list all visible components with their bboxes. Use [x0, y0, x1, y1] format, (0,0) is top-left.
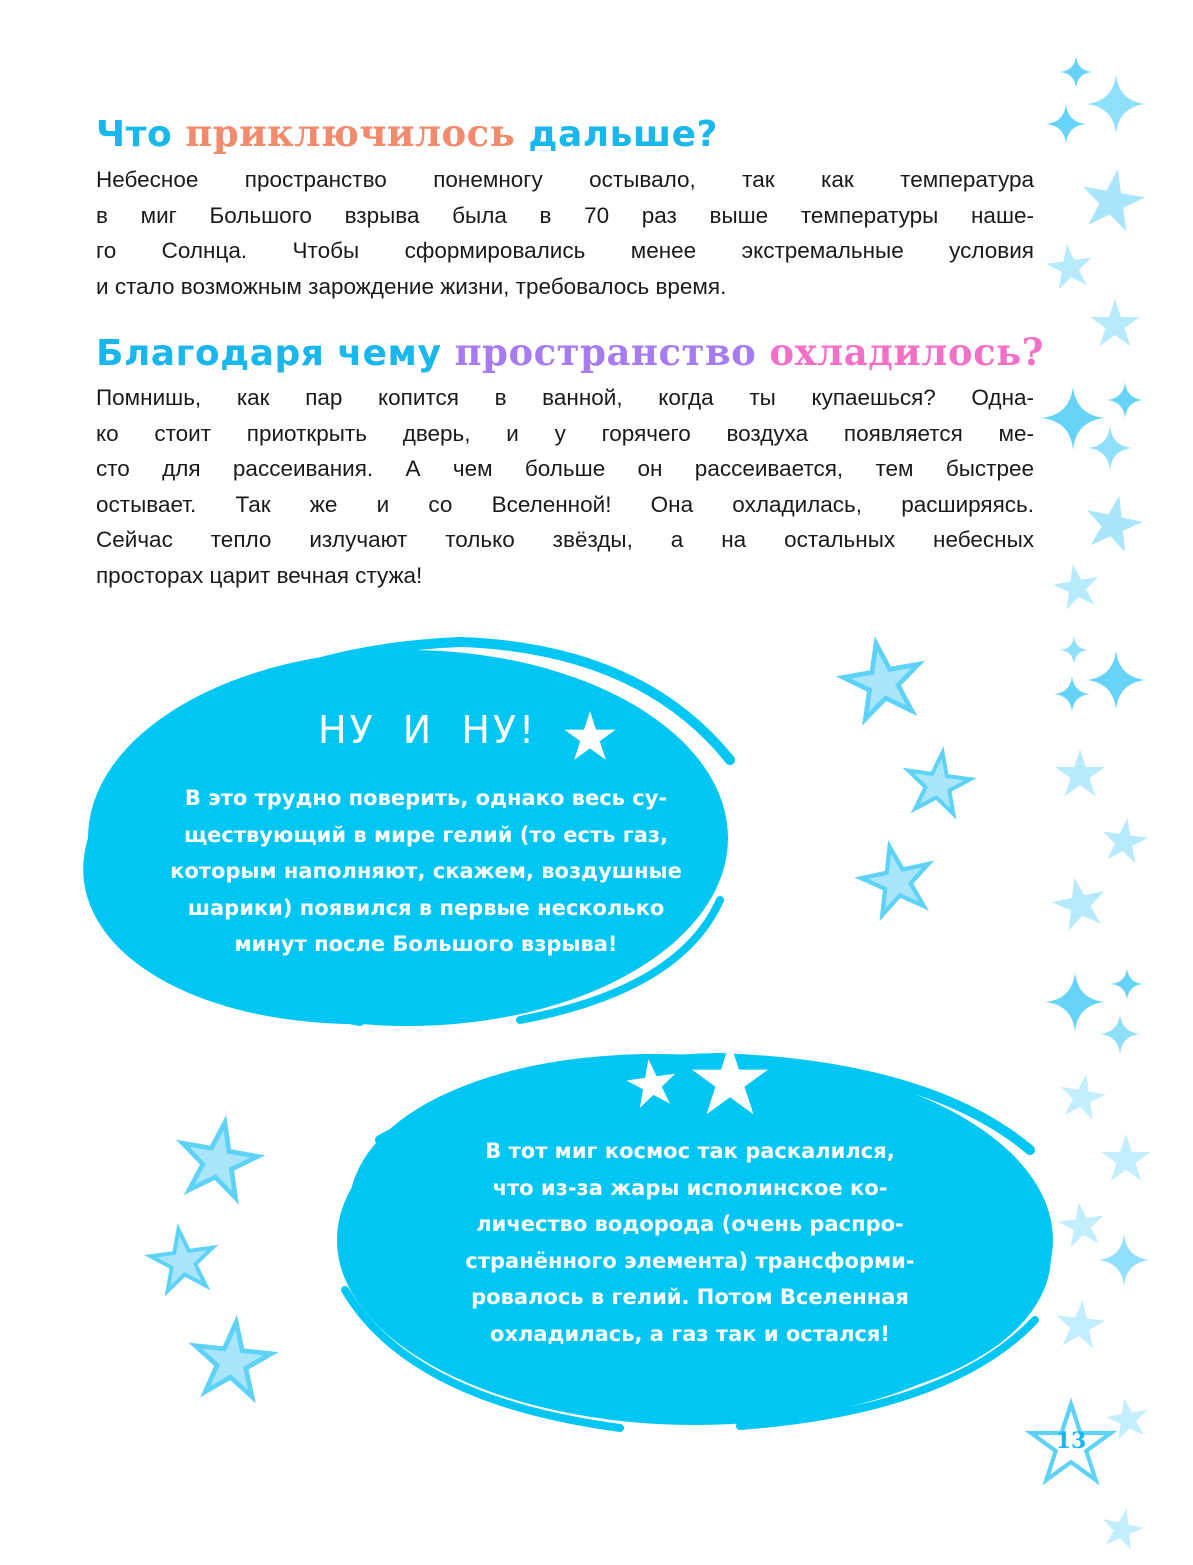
text-line: что из-за жары исполинское ко-: [492, 1175, 888, 1200]
star-icon: [1048, 872, 1111, 933]
sparkle-icon: [1100, 1014, 1140, 1054]
page-number: 13: [1055, 1428, 1087, 1454]
star-icon: [1076, 164, 1148, 234]
star-icon: [839, 637, 926, 721]
bubble-2-text: [385, 1133, 995, 1352]
sparkle-icon: [1086, 650, 1146, 710]
section-2-paragraph: [96, 380, 1034, 593]
star-icon: [1053, 1298, 1107, 1350]
section-1-paragraph: [96, 162, 1034, 304]
star-icon: [147, 1225, 217, 1293]
star-icon: [1056, 1199, 1107, 1248]
text-line: ровалось в гелий. Потом Вселенная: [471, 1285, 909, 1309]
heading-plain-text: Благодаря чему: [96, 333, 442, 374]
text-line: В тот миг космос так раскалился,: [485, 1139, 895, 1163]
sparkle-icon: [1107, 382, 1143, 418]
bubble-1-text: [126, 780, 726, 963]
star-icon: [1090, 299, 1139, 346]
text-line: сто для рассеивания. А чем больше он рассеивается, тем быстрее: [96, 456, 1034, 481]
heading-fancy-text: пространство: [454, 330, 757, 374]
text-line: Небесное пространство понемногу остывало, так как температура: [96, 167, 1034, 192]
star-icon: [1098, 1504, 1147, 1552]
section-2-heading: [96, 330, 1044, 376]
sparkle-icon: [1046, 104, 1086, 144]
star-icon: [1101, 1134, 1150, 1181]
text-line: го Солнца. Чтобы сформировались менее экстремальные условия: [96, 238, 1034, 263]
text-line: В это трудно поверить, однако весь су-: [184, 786, 668, 810]
sparkle-icon: [1060, 56, 1092, 88]
sparkle-icon: [1041, 386, 1105, 450]
sparkle-icon: [1045, 972, 1105, 1032]
star-icon: [1080, 490, 1147, 555]
text-line: в миг Большого взрыва была в 70 раз выше температуры наше-: [96, 202, 1034, 228]
star-icon: [1050, 560, 1102, 611]
star-icon: [1056, 1070, 1108, 1121]
text-line: минут после Большого взрыва!: [234, 932, 618, 956]
text-line: Сейчас тепло излучают только звёзды, а на остальных небесных: [96, 527, 1034, 552]
text-line: ществующий в мире гелий (то есть газ,: [183, 822, 669, 847]
sparkle-icon: [1060, 636, 1088, 664]
star-icon: [175, 1116, 262, 1200]
heading-question-mark: ?: [1021, 330, 1044, 374]
section-1-heading: [96, 111, 718, 157]
star-icon: [856, 840, 937, 918]
sparkle-icon: [1086, 74, 1146, 134]
text-line: остывает. Так же и со Вселенной! Она охладилась, расширяясь.: [96, 491, 1034, 517]
text-line: которым наполняют, скажем, воздушные: [170, 859, 682, 883]
text-line: Помнишь, как пар копится в ванной, когда ты купаешься? Одна-: [96, 385, 1034, 410]
star-icon: [903, 748, 973, 816]
text-line: личество водорода (очень распро-: [476, 1212, 904, 1236]
heading-fancy-text: приключилось: [185, 111, 516, 155]
sparkle-icon: [1098, 1234, 1150, 1286]
text-line: шарики) появился в первые несколько: [187, 895, 665, 920]
text-line: и стало возможным зарождение жизни, требовалось время.: [96, 273, 727, 299]
text-line: странённого элемента) трансформи-: [465, 1248, 915, 1273]
sparkle-icon: [1088, 426, 1132, 470]
sparkle-icon: [1054, 676, 1090, 712]
star-icon: [1055, 749, 1104, 796]
heading-plain-text: Что: [96, 114, 173, 155]
text-line: ко стоит приоткрыть дверь, и у горячего воздуха появляется ме-: [96, 420, 1034, 446]
bubble-1-title: НУ И НУ!: [318, 708, 538, 752]
heading-fancy-text: охладилось: [769, 330, 1022, 374]
star-icon: [1099, 815, 1150, 864]
star-icon: [1044, 241, 1095, 290]
star-icon: [191, 1318, 274, 1398]
heading-plain-text: дальше?: [528, 114, 718, 155]
text-line: просторах царит вечная стужа!: [96, 562, 423, 588]
margin-stars: [1041, 56, 1152, 1552]
sparkle-icon: [1111, 968, 1143, 1000]
text-line: охладилась, а газ так и остался!: [490, 1321, 890, 1346]
